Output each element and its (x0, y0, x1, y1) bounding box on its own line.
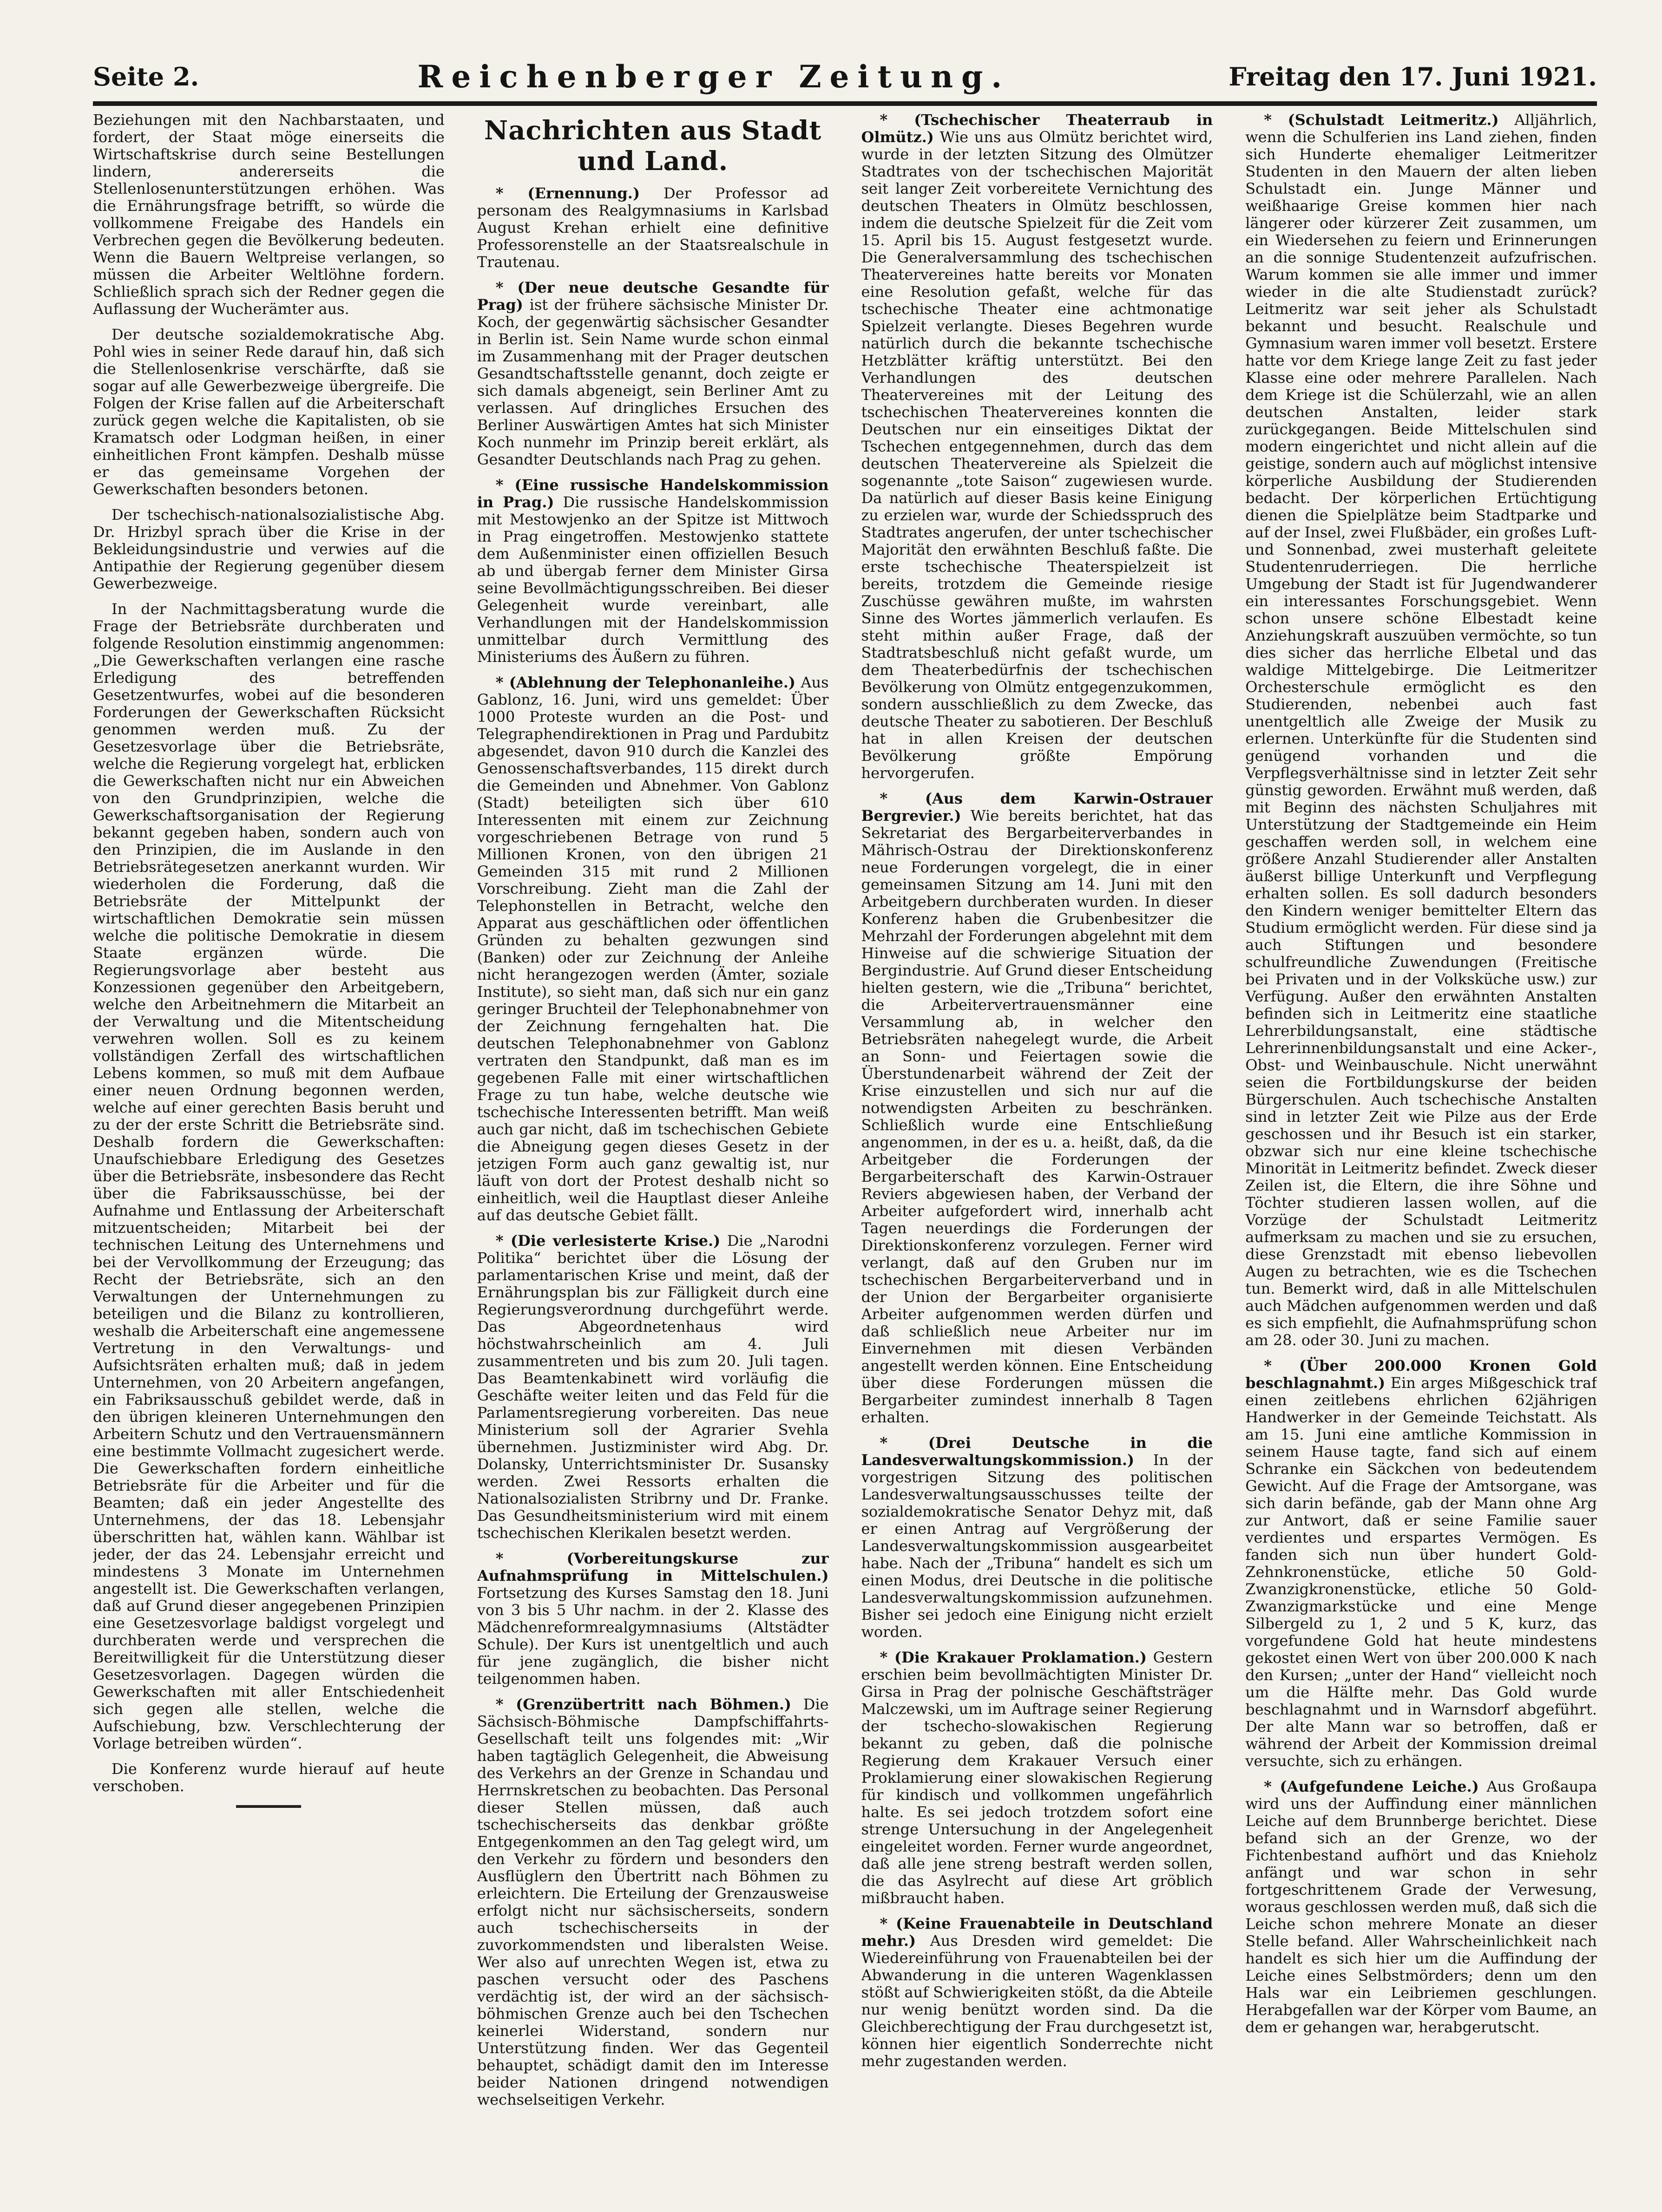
article-title: * (Die Krakauer Proklamation.) (880, 1649, 1147, 1666)
article-text: Wie bereits berichtet, hat das Sekretariat des Bergarbeiterverbandes in Mährisch-Ostrau der Direktionskonferenz neue Forderungen vorgelegt, die in einer gemeinsamen Sitzung am 14. Juni mit den Arbeitgebern durchberaten wurden. In dieser Konferenz haben die Grubenbesitzer die Mehrzahl der Forderungen abgelehnt mit dem Hinweise auf die schwierige Situation der Bergindustrie. Auf Grund dieser Entscheidung hielten gestern, wie die „Tribuna“ berichtet, die Arbeitervertrauensmänner eine Versammlung ab, in welcher den Betriebsräten nahegelegt wurde, die Arbeit an Sonn- und Feiertagen sowie die Überstundenarbeit während der Zeit der Krise einzustellen und sich nur auf die notwendigsten Arbeiten zu beschränken. Schließlich wurde eine Entschließung angenommen, in der es u. a. heißt, daß, da die Arbeitgeber die Forderungen der Bergarbeiterschaft des Karwin-Ostrauer Reviers abgewiesen haben, der Verband der Arbeiter aufgefordert wird, innerhalb acht Tagen neuerdings die Forderungen der Direktionskonferenz vorzulegen. Ferner wird verlangt, daß auf den Gruben nur im tschechischen Bergarbeiterverband und in der Union der Bergarbeiter organisierte Arbeiter aufgenommen werden dürfen und daß schließlich neue Arbeiter nur im Einvernehmen mit diesen Verbänden angestellt werden können. Eine Entscheidung über diese Forderungen müssen die Bergarbeiter zumindest innerhalb 8 Tagen erhalten. (861, 807, 1213, 1426)
article-title: * (Drei Deutsche in die Landesverwaltungskommission.) (861, 1434, 1213, 1469)
article-title: * (Aus dem Karwin-Ostrauer Bergrevier.) (861, 790, 1213, 825)
article-text: Alljährlich, wenn die Schulferien ins Land ziehen, finden sich Hunderte ehemaliger Leitmeritzer Studenten in den Mauern der alten lieben Schulstadt ein. Junge Männer und weißhaarige Greise kommen hier nach längerer oder kürzerer Zeit zusammen, um ein Wiedersehen zu feiern und Erinnerungen an die sonnige Studentenzeit aufzufrischen. Warum kommen sie alle immer und immer wieder in die alte Studienstadt zurück? Leitmeritz war seit jeher als Schulstadt bekannt und besucht. Realschule und Gymnasium waren immer voll besetzt. Erstere hatte vor dem Kriege lange Zeit zu fast jeder Klasse eine oder mehrere Parallelen. Nach dem Kriege ist die Schülerzahl, wie an allen deutschen Anstalten, leider stark zurückgegangen. Beide Mittelschulen sind modern eingerichtet und nicht allein auf die geistige, sondern auch auf möglichst intensive körperliche Ausbildung der Studierenden bedacht. Der körperlichen Ertüchtigung dienen die Spielplätze beim Stadtparke und auf der Insel, zwei Flußbäder, ein großes Luft- und Sonnenbad, zwei musterhaft geleitete Studentenruderriegen. Die herrliche Umgebung der Stadt ist für Jugendwanderer ein interessantes Forschungsgebiet. Wenn schon unsere schöne Elbestadt keine Anziehungskraft auszuüben vermöchte, so tun dies sicher das herrliche Elbetal und das waldige Mittelgebirge. Die Leitmeritzer Orchesterschule ermöglicht es den Studierenden, nebenbei auch fast unentgeltlich alle Zweige der Musik zu erlernen. Unterkünfte für die Studenten sind genügend vorhanden und die Verpflegsverhältnisse sind in letzter Zeit sehr günstig geworden. Erwähnt muß werden, daß mit Beginn des nächsten Schuljahres mit Unterstützung der Stadtgemeinde ein Heim geschaffen werden soll, in welchem eine größere Anzahl Studierender aller Anstalten äußerst billige Unterkunft und Verpflegung erhalten sollen. Es soll dadurch besonders den Kindern weniger bemittelter Eltern das Studium ermöglicht werden. Für diese sind ja auch Stiftungen und besondere schulfreundliche Zuwendungen (Freitische bei Privaten und in der Volksküche usw.) zur Verfügung. Außer den erwähnten Anstalten befinden sich in Leitmeritz eine staatliche Lehrerbildungsanstalt, eine städtische Lehrerinnenbildungsanstalt und eine Acker-, Obst- und Weinbauschule. Nicht unerwähnt seien die Fortbildungskurse der beiden Bürgerschulen. Auch tschechische Anstalten sind in letzter Zeit wie Pilze aus der Erde geschossen und ihr Besuch ist ein starker, obzwar sich nur eine kleine tschechische Minorität in Leitmeritz befindet. Zweck dieser Zeilen ist, die Eltern, die ihre Söhne und Töchter studieren lassen wollen, auf die Vorzüge der Schulstadt Leitmeritz aufmerksam zu machen und sie zu ersuchen, diese Grenzstadt mit ebenso liebevollen Augen zu betrachten, wie es die Tschechen tun. Bemerkt wird, daß in alle Mittelschulen auch Mädchen aufgenommen werden und daß es sich empfiehlt, die Aufnahmsprüfung schon am 28. oder 30. Juni zu machen. (1245, 111, 1597, 1349)
paragraph: Der tschechisch-nationalsozialistische Abg. Dr. Hrizbyl sprach über die Krise in der Bekleidungsindustrie und verwies auf die Antipathie der Regierung gegenüber diesem Gewerbezweige. (93, 506, 445, 592)
article-title: * (Schulstadt Leitmeritz.) (1264, 111, 1499, 129)
article-title: * (Ernennung.) (495, 184, 640, 202)
masthead (93, 56, 1597, 98)
paragraph: Die Konferenz wurde hierauf auf heute verschoben. (93, 1760, 445, 1795)
article-text: Die russische Handelskommission mit Mestowjenko an der Spitze ist Mittwoch in Prag eingetroffen. Mestowjenko stattete dem Außenminister einen offiziellen Besuch ab und übergab ferner dem Minister Girsa seine Bevollmächtigungsschreiben. Bei dieser Gelegenheit wurde vereinbart, alle Verhandlungen mit der Handelskommission unmittelbar durch Vermittlung des Ministeriums des Äußern zu führen. (477, 493, 829, 666)
article-text: Die „Narodni Politika“ berichtet über die Lösung der parlamentarischen Krise und meint, daß der Ernährungsplan bis zur Fälligkeit durch eine Regierungsverordnung durchgeführt werde. Das Abgeordnetenhaus wird höchstwahrscheinlich am 4. Juli zusammentreten und bis zum 20. Juli tagen. Das Beamtenkabinett wird vorläufig die Geschäfte weiter leiten und das Feld für die Parlamentsregierung vorbereiten. Das neue Ministerium soll der Agrarier Svehla übernehmen. Justizminister wird Abg. Dr. Dolansky, Unterrichtsminister Dr. Susansky werden. Zwei Ressorts erhalten die Nationalsozialisten Stribrny und Dr. Franke. Das Gesundheitsministerium wird mit einem tschechischen Klerikalen besetzt werden. (477, 1232, 829, 1542)
article-title: * (Grenzübertritt nach Böhmen.) (495, 1695, 791, 1713)
article-text: Fortsetzung des Kurses Samstag den 18. Juni von 3 bis 5 Uhr nachm. in der 2. Klasse des Mädchenreformrealgymnasiums (Altstädter Schule). Der Kurs ist unentgeltlich und auch für jene zugänglich, die bisher nicht teilgenommen haben. (477, 1584, 829, 1688)
article-title: * (Der neue deutsche Gesandte für Prag) (477, 279, 829, 314)
column-4 (1245, 111, 1597, 2184)
article-text: Ein arges Mißgeschick traf einen zeitlebens ehrlichen 62jährigen Handwerker in der Gemeinde Teichstatt. Als am 15. Juni eine amtliche Kommission in seinem Hause tagte, fand sich auf einem Schranke ein Säckchen von bedeutendem Gewicht. Auf die Frage der Amtsorgane, was sich darin befände, gab der Mann ohne Arg zur Antwort, daß er seine Familie sauer verdientes und erspartes Vermögen. Es fanden sich nun über hundert Gold-Zehnkronenstücke, etliche 50 Gold-Zwanzigkronenstücke, etliche 50 Gold-Zwanzigmarkstücke und eine Menge Silbergeld zu 1, 2 und 5 K, kurz, das vorgefundene Gold hat heute mindestens gekostet einen Wert von über 200.000 K nach den Kursen; „unter der Hand“ vielleicht noch um die Hälfte mehr. Das Gold wurde beschlagnahmt und in Warnsdorf abgeführt. Der alte Mann war so betroffen, daß er während der Arbeit der Kommission dreimal versuchte, sich zu erhängen. (1245, 1374, 1597, 1770)
article-title: * (Tschechischer Theaterraub in Olmütz.) (861, 111, 1213, 146)
text-columns (93, 111, 1597, 2184)
article-text: Wie uns aus Olmütz berichtet wird, wurde in der letzten Sitzung des Olmützer Stadtrates von der tschechischen Majorität seit langer Zeit vorbereitete Vernichtung des deutschen Theaters in Olmütz beschlossen, indem die deutsche Spielzeit für die Zeit vom 15. April bis 15. August festgesetzt wurde. Die Generalversammlung des tschechischen Theatervereines hatte bereits vor Monaten eine Resolution gefaßt, welche für das tschechische Theater eine achtmonatige Spielzeit verlangte. Dieses Begehren wurde natürlich durch die bekannte tschechische Hetzblätter kräftig unterstützt. Bei den Verhandlungen des deutschen Theatervereines mit der Leitung des tschechischen Theatervereines konnten die Deutschen nur ein einseitiges Diktat der Tschechen entgegennehmen, durch das dem deutschen Theatervereine als Spielzeit die sogenannte „tote Saison“ zugewiesen wurde. Da natürlich auf dieser Basis keine Einigung zu erzielen war, wurde der Schiedsspruch des Stadtrates angerufen, der unter tschechischer Majorität den erwähnten Beschluß faßte. Die erste tschechische Theaterspielzeit ist bereits, trotzdem die Gemeinde riesige Zuschüsse gewähren mußte, im wahrsten Sinne des Wortes jämmerlich verlaufen. Es steht mithin außer Frage, daß der Stadtratsbeschluß nicht gefaßt wurde, um dem Theaterbedürfnis der tschechischen Bevölkerung von Olmütz entgegenzukommen, sondern ausschließlich zu dem Zwecke, das deutsche Theater zu sabotieren. Der Beschluß hat in allen Kreisen der deutschen Bevölkerung größte Empörung hervorgerufen. (861, 128, 1213, 782)
article-text: Gestern erschien beim bevollmächtigten Minister Dr. Girsa in Prag der polnische Geschäftsträger Malczewski, um im Auftrage seiner Regierung der tschecho-slowakischen Regierung bekannt zu geben, daß die polnische Regierung dem Krakauer Versuch einer Proklamierung einer slowakischen Regierung für kindisch und vollkommen ungefährlich halte. Es sei jedoch trotzdem sofort eine strenge Untersuchung in der Angelegenheit eingeleitet worden. Ferner wurde angeordnet, daß alle jene streng bestraft werden sollen, die das Asylrecht auf diese Art gröblich mißbraucht haben. (861, 1649, 1213, 1907)
column-1 (93, 111, 445, 2184)
article-title: * (Ablehnung der Telephonanleihe.) (495, 674, 796, 691)
column-3 (861, 111, 1213, 2184)
newspaper-title: Reichenberger Zeitung. (417, 59, 1011, 95)
article-title: * (Vorbereitungskurse zur Aufnahmsprüfung in Mittelschulen.) (477, 1550, 829, 1584)
paragraph: In der Nachmittagsberatung wurde die Frage der Betriebsräte durchberaten und folgende Resolution einstimmig angenommen: „Die Gewerkschaften verlangen eine rasche Erledigung des betreffenden Gesetzentwurfes, wobei auf die besonderen Forderungen der Gewerkschaften Rücksicht genommen werden muß. Zu der Gesetzesvorlage über die Betriebsräte, welche die Regierung vorgelegt hat, erblicken die Gewerkschaften nicht nur ein Abweichen von den Grundprinzipien, welche die Gewerkschaftsorganisation der Regierung bekannt gegeben haben, sondern auch von den Prinzipien, die im Auslande in den Betriebsrätegesetzen anerkannt wurden. Wir wiederholen die Forderung, daß die Betriebsräte der Mittelpunkt der wirtschaftlichen Demokratie sein müssen welche die politische Demokratie in diesem Staate ergänzen würde. Die Regierungsvorlage aber besteht aus Konzessionen gegenüber den Arbeitgebern, welche den Arbeitnehmern die Mitarbeit an der Verwaltung und die Mitentscheidung verwehren wollen. Soll es zu keinem vollständigen Zerfall des wirtschaftlichen Lebens kommen, so muß mit dem Aufbaue einer neuen Ordnung begonnen werden, welche auf einer gerechten Basis beruht und zu der der erste Schritt die Betriebsräte sind. Deshalb fordern die Gewerkschaften: Unaufschiebbare Erledigung des Gesetzes über die Betriebsräte, insbesondere das Recht über die Fabriksausschüsse, bei der Aufnahme und Entlassung der Arbeiterschaft mitzuentscheiden; Mitarbeit bei der technischen Leitung des Unternehmens und bei der Vervollkommung der Erzeugung; das Recht der Betriebsräte, sich an den Verwaltungen der Unternehmungen zu beteiligen und die Bilanz zu kontrollieren, weshalb die Arbeiterschaft eine angemessene Vertretung in den Verwaltungs- und Aufsichtsräten erhalten muß; daß in jedem Unternehmen, von 20 Arbeitern angefangen, ein Fabriksausschuß gebildet werde, daß in den übrigen kleineren Unternehmungen den Arbeitern Schutz und den Vertrauensmännern eine bestimmte Vollmacht zugesichert werde. Die Gewerkschaften fordern einheitliche Betriebsräte für die Arbeiter und für die Beamten; daß ein jeder Angestellte des Unternehmens, der das 18. Lebensjahr überschritten hat, wählen kann. Wählbar ist jeder, der das 24. Lebensjahr erreicht und mindestens 3 Monate im Unternehmen angestellt ist. Die Gewerkschaften verlangen, daß auf Grund dieser angegebenen Prinzipien eine Gesetzesvorlage baldigst vorgelegt und durchberaten werde und versprechen die Bereitwilligkeit für die Unterstützung dieser Gesetzesvorlagen. Dagegen würden die Gewerkschaften mit aller Entschiedenheit sich gegen alle stellen, welche die Aufschiebung, bzw. Verschlechterung der Vorlage betreiben würden“. (93, 600, 445, 1752)
article-text: ist der frühere sächsische Minister Dr. Koch, der gegenwärtig sächsischer Gesandter in Berlin ist. Sein Name wurde schon einmal im Zusammenhang mit der Prager deutschen Gesandtschaftsstelle genannt, doch zeigte er sich damals abgeneigt, sein Berliner Amt zu verlassen. Auf dringliches Ersuchen des Berliner Auswärtigen Amtes hat sich Minister Koch nunmehr im Prinzip bereit erklärt, als Gesandter Deutschlands nach Prag zu gehen. (477, 296, 829, 468)
article-title: * (Über 200.000 Kronen Gold beschlagnahmt.) (1245, 1357, 1597, 1392)
article-text: Die Sächsisch-Böhmische Dampfschiffahrts-Gesellschaft teilt uns folgendes mit: „Wir haben tagtäglich Gelegenheit, die Abweisung des Verkehrs an der Grenze in Schandau und Herrnskretschen zu beobachten. Das Personal dieser Stellen müssen, daß auch tschechischerseits das denkbar größte Entgegenkommen an den Tag gelegt wird, um den Verkehr zu fördern und besonders den Ausflüglern den Übertritt nach Böhmen zu erleichtern. Die Erteilung der Grenzausweise erfolgt nicht nur sächsischerseits, sondern auch tschechischerseits in der zuvorkommendsten und liberalsten Weise. Wer also auf unrechten Wegen ist, etwa zu paschen versucht oder des Paschens verdächtig ist, der wird an der sächsisch-böhmischen Grenze auch bei den Tschechen keinerlei Widerstand, sondern nur Unterstützung finden. Wer das Gegenteil behauptet, schädigt damit den im Interesse beider Nationen dringend notwendigen wechselseitigen Verkehr. (477, 1695, 829, 2108)
section-heading: Nachrichten aus Stadt und Land. (484, 115, 822, 177)
paragraph: Der deutsche sozialdemokratische Abg. Pohl wies in seiner Rede darauf hin, daß sich die Stellenlosenkrise verschärfte, daß sie sogar auf alle Gewerbezweige übergreife. Die Folgen der Krise fallen auf die Arbeiterschaft zurück gegen welche die Kapitalisten, ob sie Kramatsch oder Lodgman heißen, in einer einheitlichen Front kämpfen. Deshalb müsse er das gemeinsame Vorgehen der Gewerkschaften besonders betonen. (93, 326, 445, 498)
issue-date: Freitag den 17. Juni 1921. (1228, 62, 1597, 92)
article-text: Der Professor ad personam des Realgymnasiums in Karlsbad August Krehan erhielt eine definitive Professorenstelle an der Staatsrealschule in Trautenau. (477, 184, 829, 271)
column-2 (477, 111, 829, 2184)
article-title: * (Keine Frauenabteile in Deutschland mehr.) (861, 1915, 1213, 1950)
page-number: Seite 2. (93, 62, 199, 92)
article-text: Aus Großaupa wird uns der Auffindung einer männlichen Leiche auf dem Brunnberge berichtet. Diese befand sich an der Grenze, wo der Fichtenbestand aufhört und das Knieholz anfängt und war schon in sehr fortgeschrittenem Grade der Verwesung, woraus geschlossen werden muß, daß sich die Leiche schon mehrere Monate an dieser Stelle befand. Aller Wahrscheinlichkeit nach handelt es sich hier um die Auffindung der Leiche eines Selbstmörders; denn um den Hals war ein Leibriemen geschlungen. Herabgefallen war der Körper vom Baume, an dem er gehangen war, herabgerutscht. (1245, 1778, 1597, 2036)
paragraph: Beziehungen mit den Nachbarstaaten, und fordert, der Staat möge einerseits die Wirtschaftskrise durch seine Bestellungen lindern, andererseits die Stellenlosenunterstützungen erhöhen. Was die Ernährungsfrage betrifft, so würde die vollkommene Freigabe des Handels ein Verbrechen gegen die Bevölkerung bedeuten. Wenn die Bauern Weltpreise verlangen, so müssen die Arbeiter Weltlöhne fordern. Schließlich sprach sich der Redner gegen die Auflassung der Wucherämter aus. (93, 111, 445, 318)
end-rule (236, 1805, 301, 1808)
masthead-rule (93, 101, 1597, 106)
article-text: In der vorgestrigen Sitzung des politischen Landesverwaltungsausschusses teilte der sozialdemokratische Senator Dehyz mit, daß er einen Antrag auf Vergrößerung der Landesverwaltungskommission ausgearbeitet habe. Nach der „Tribuna“ handelt es sich um einen Modus, drei Deutsche in die politische Landesverwaltungskommission aufzunehmen. Bisher sei jedoch eine Einigung nicht erzielt worden. (861, 1451, 1213, 1641)
article-title: * (Die verlesisterte Krise.) (495, 1232, 721, 1250)
article-title: * (Aufgefundene Leiche.) (1264, 1778, 1479, 1795)
article-text: Aus Gablonz, 16. Juni, wird uns gemeldet: Über 1000 Proteste wurden an die Post- und Telegraphendirektionen in Prag und Pardubitz abgesendet, davon 910 durch die Kanzlei des Genossenschaftsverbandes, 115 direkt durch die Gemeinden und Abnehmer. Von Gablonz (Stadt) beteiligten sich über 610 Interessenten mit einem zur Zeichnung vorgeschriebenen Betrage von rund 5 Millionen Kronen, von den übrigen 21 Gemeinden 315 mit rund 2 Millionen Vorschreibung. Zieht man die Zahl der Telephonstellen in Betracht, welche den Apparat aus geschäftlichen oder öffentlichen Gründen zu behalten gezwungen sind (Banken) oder zur Zeichnung der Anleihe nicht herangezogen werden (Ämter, soziale Institute), so sieht man, daß sich nur ein ganz geringer Bruchteil der Telephonabnehmer von der Zeichnung ferngehalten hat. Die deutschen Telephonabnehmer von Gablonz vertraten den Standpunkt, daß man es im gegebenen Falle mit einer wirtschaftlichen Frage zu tun habe, welche deutsche wie tschechische Interessenten betrifft. Man weiß auch gar nicht, daß im tschechischen Gebiete die Abneigung gegen dieses Gesetz in der jetzigen Form auch ganz gewaltig ist, nur läuft von dort der Protest deshalb nicht so einheitlich, weil die Hauptlast dieser Anleihe auf das deutsche Gebiet fällt. (477, 674, 829, 1224)
article-title: * (Eine russische Handelskommission in Prag.) (477, 476, 829, 511)
article-text: Aus Dresden wird gemeldet: Die Wiedereinführung von Frauenabteilen bei der Abwanderung in die unteren Wagenklassen stößt auf Schwierigkeiten stößt, da die Abteile nur wenig benützt worden sind. Da die Gleichberechtigung der Frau durchgesetzt ist, können hier eigentlich Sonderrechte nicht mehr zugestanden werden. (861, 1932, 1213, 2070)
